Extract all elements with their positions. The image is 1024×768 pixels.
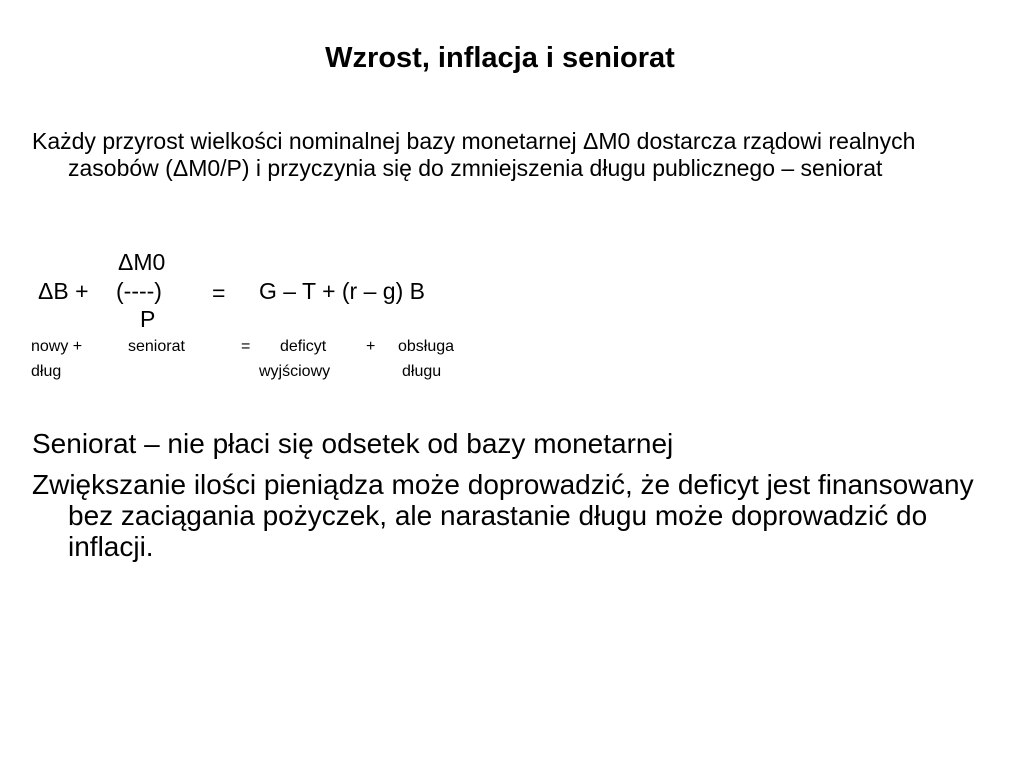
label-of-debt: długu bbox=[402, 363, 442, 380]
bullet-seigniorage: Seniorat – nie płaci się odsetek od bazy monetarnej bbox=[32, 428, 674, 459]
intro-paragraph: Każdy przyrost wielkości nominalnej bazy monetarnej ΔM0 dostarcza rządowi realnych zasobów (ΔM0/P) i przyczynia się do zmniejszenia długu publicznego – seniorat bbox=[32, 128, 916, 181]
label-debt: dług bbox=[31, 363, 62, 380]
label-debt-service: obsługa bbox=[398, 338, 455, 355]
slide-title: Wzrost, inflacja i seniorat bbox=[325, 42, 675, 74]
equation-equals: = bbox=[212, 280, 226, 306]
equation-denominator: P bbox=[140, 306, 156, 332]
label-plus: + bbox=[366, 338, 376, 355]
bullet-money-supply: Zwiększanie ilości pieniądza może doprowadzić, że deficyt jest finansowany bez zaciągania pożyczek, ale narastanie długu może doprowadzić do inflacji. bbox=[32, 469, 974, 562]
label-seigniorage: seniorat bbox=[128, 338, 185, 355]
label-equals: = bbox=[241, 338, 251, 355]
equation-numerator: ΔM0 bbox=[118, 249, 166, 275]
label-new-debt: nowy + bbox=[31, 338, 83, 355]
label-deficit: deficyt bbox=[280, 338, 327, 355]
equation-rhs: G – T + (r – g) B bbox=[259, 278, 425, 304]
equation-fraction-line: (----) bbox=[116, 278, 162, 304]
equation-delta-b: ΔB + bbox=[38, 278, 89, 304]
label-initial: wyjściowy bbox=[259, 363, 331, 380]
